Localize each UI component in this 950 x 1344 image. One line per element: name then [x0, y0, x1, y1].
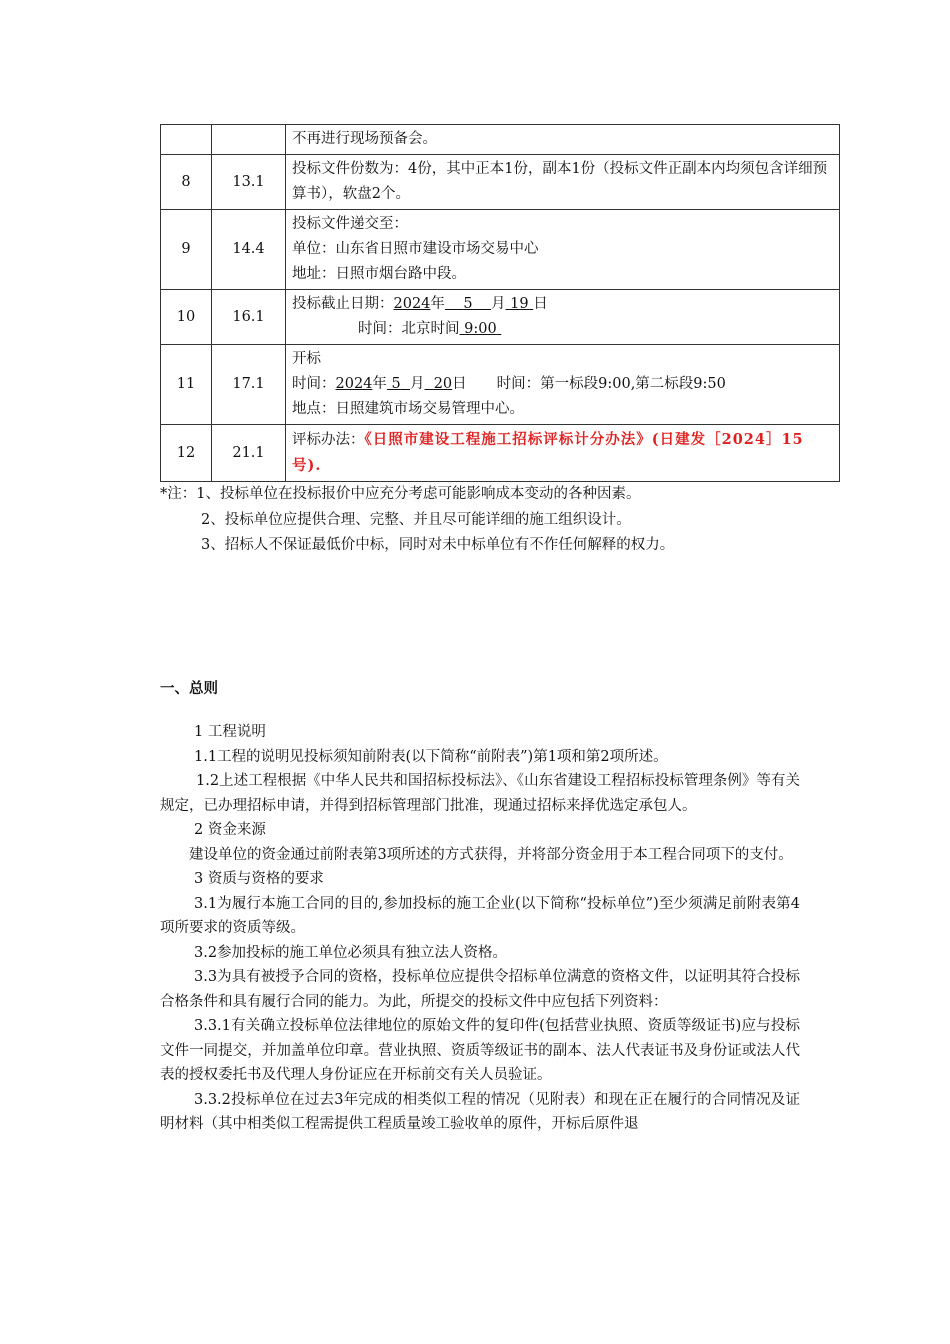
row-content: [286, 425, 840, 482]
opening-month: 5: [391, 376, 401, 392]
day-char: 日: [533, 296, 548, 312]
subheading: 1 工程说明: [194, 724, 266, 740]
opening-year: 2024: [335, 376, 373, 392]
opening-day: 20: [433, 376, 453, 392]
deadline-label: 投标截止日期：: [292, 296, 394, 312]
paragraph: 3.2参加投标的施工单位必须具有独立法人资格。: [194, 944, 508, 961]
paragraph: 3.3.2投标单位在过去3年完成的相类似工程的情况（见附表）和现在正在履行的合同情况及证明材料（其中相类似工程需提供工程质量竣工验收单的原件，开标后原件退: [160, 1091, 800, 1132]
deadline-month: 5: [463, 296, 473, 312]
paragraph: 3.3.1有关确立投标单位法律地位的原始文件的复印件(包括营业执照、资质等级证书)应与投标文件一同提交，并加盖单位印章。营业执照、资质等级证书的副本、法人代表证书及身份证或法人代表的授权委托书及代理人身份证应在开标前交有关人员验证。: [160, 1018, 800, 1083]
table-row: [161, 155, 840, 210]
content-line: 不再进行现场预备会。: [292, 131, 437, 147]
front-table: [160, 124, 840, 482]
opening-place: 地点：日照建筑市场交易管理中心。: [292, 401, 524, 417]
row-no: 8: [161, 155, 212, 210]
opening-time: [292, 372, 833, 397]
paragraph: 3.1为履行本施工合同的目的,参加投标的施工企业(以下简称“投标单位”)至少须满足前附表第4项所要求的资质等级。: [160, 895, 800, 936]
table-row: [161, 290, 840, 345]
opening-sessions: 时间：第一标段9:00,第二标段9:50: [496, 376, 726, 392]
day-char: 日: [452, 376, 467, 392]
content-line: 地址：日照市烟台路中段。: [292, 266, 466, 282]
paragraph: 3.3为具有被授予合同的资格，投标单位应提供令招标单位满意的资格文件，以证明其符合投标合格条件和具有履行合同的能力。为此，所提交的投标文件中应包括下列资料：: [160, 969, 800, 1010]
time-label: 时间：北京时间: [358, 321, 460, 337]
deadline-time-value: 9:00: [464, 321, 497, 337]
month-char: 月: [491, 296, 506, 312]
row-clause: [212, 125, 286, 155]
row-clause: 16.1: [212, 290, 286, 345]
table-row: [161, 125, 840, 155]
row-content: [286, 290, 840, 345]
evaluation-label: 评标办法：: [292, 432, 365, 448]
section-body: [160, 720, 800, 1137]
paragraph: 1.1工程的说明见投标须知前附表(以下简称“前附表”)第1项和第2项所述。: [194, 748, 668, 765]
year-char: 年: [372, 376, 387, 392]
paragraph: 建设单位的资金通过前附表第3项所述的方式获得，并将部分资金用于本工程合同项下的支付。: [189, 846, 793, 863]
row-no: 12: [161, 425, 212, 482]
opening-title: 开标: [292, 351, 321, 367]
note-item: 2、投标单位应提供合理、完整、并且尽可能详细的施工组织设计。: [201, 511, 631, 528]
row-clause: 14.4: [212, 210, 286, 290]
row-content: [286, 345, 840, 425]
note-item: *注：1、投标单位在投标报价中应充分考虑可能影响成本变动的各种因素。: [160, 486, 641, 502]
paragraph: 1.2上述工程根据《中华人民共和国招标投标法》、《山东省建设工程招标投标管理条例》等有关规定，已办理招标申请，并得到招标管理部门批准，现通过招标来择优选定承包人。: [160, 773, 800, 814]
row-content: [286, 210, 840, 290]
row-no: 11: [161, 345, 212, 425]
row-clause: 17.1: [212, 345, 286, 425]
table-row: [161, 425, 840, 482]
row-no: 9: [161, 210, 212, 290]
deadline-time: [292, 317, 833, 342]
row-clause: 13.1: [212, 155, 286, 210]
deadline-date: [292, 292, 833, 317]
row-content: 投标文件份数为：4份，其中正本1份，副本1份（投标文件正副本内均须包含详细预算书），软盘2个。: [286, 155, 840, 210]
table-row: [161, 345, 840, 425]
row-no: [161, 125, 212, 155]
deadline-year: 2024: [393, 296, 431, 312]
notes: [160, 482, 850, 559]
month-char: 月: [409, 376, 425, 392]
row-clause: 21.1: [212, 425, 286, 482]
row-content: [286, 125, 840, 155]
content-line: 投标文件递交至：: [292, 216, 408, 232]
evaluation-method: 《日照市建设工程施工招标评标计分办法》(日建发［2024］15号).: [292, 431, 804, 474]
subheading: 2 资金来源: [194, 822, 266, 838]
table-row: [161, 210, 840, 290]
year-char: 年: [430, 296, 445, 312]
subheading: 3 资质与资格的要求: [194, 871, 324, 887]
content-line: 单位：山东省日照市建设市场交易中心: [292, 241, 539, 257]
deadline-day: 19: [510, 296, 529, 312]
section-title: 一、总则: [160, 681, 218, 697]
row-no: 10: [161, 290, 212, 345]
time-label: 时间：: [292, 376, 336, 392]
note-item: 3、招标人不保证最低价中标，同时对未中标单位有不作任何解释的权力。: [201, 537, 675, 553]
